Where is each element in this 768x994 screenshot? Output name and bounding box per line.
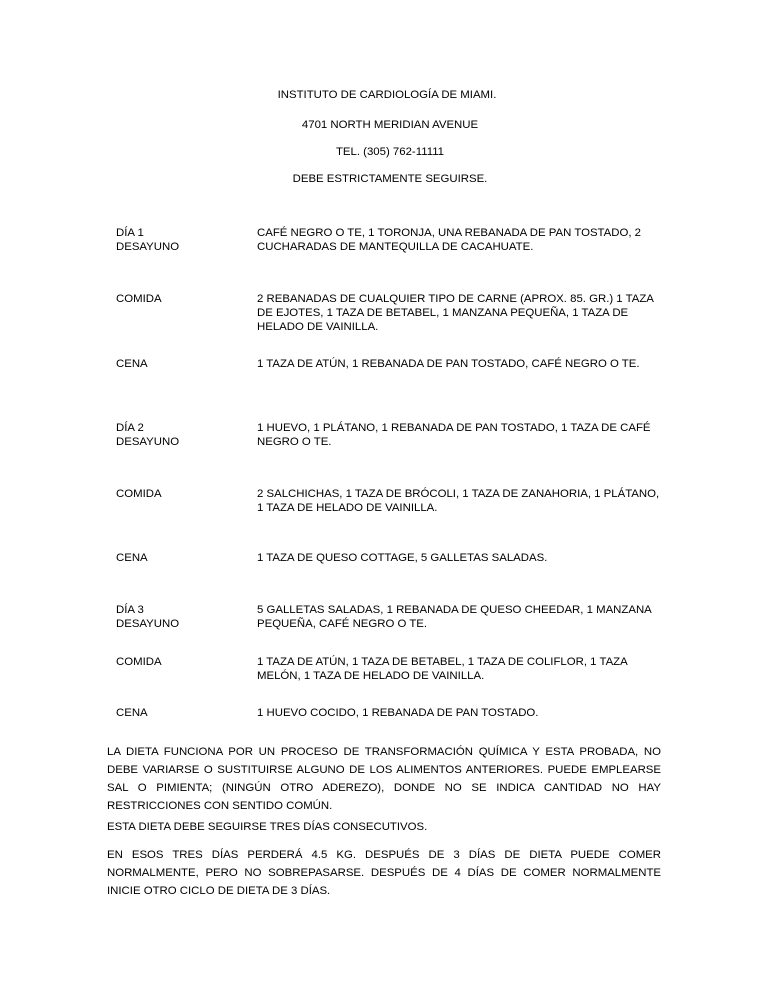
meal-description (257, 357, 662, 371)
day-label: DÍA 1 (116, 227, 144, 239)
meal-line: 1 HUEVO, 1 PLÁTANO, 1 REBANADA DE PAN TOSTADO, 1 TAZA DE CAFÉ (257, 422, 651, 434)
institute-name: INSTITUTO DE CARDIOLOGÍA DE MIAMI. (277, 89, 497, 101)
meal-label (116, 292, 246, 306)
meal-name: CENA (116, 552, 148, 564)
meal-line: PEQUEÑA, CAFÉ NEGRO O TE. (257, 618, 428, 630)
meal-line: 2 SALCHICHAS, 1 TAZA DE BRÓCOLI, 1 TAZA DE ZANAHORIA, 1 PLÁTANO, (257, 488, 660, 500)
meal-line: 5 GALLETAS SALADAS, 1 REBANADA DE QUESO CHEEDAR, 1 MANZANA (257, 604, 652, 616)
meal-label (116, 603, 246, 631)
meal-name: DESAYUNO (116, 436, 180, 448)
meal-line: 1 HUEVO COCIDO, 1 REBANADA DE PAN TOSTADO. (257, 707, 539, 719)
meal-description (257, 292, 662, 334)
meal-description (257, 421, 662, 449)
meal-line: 1 TAZA DE ATÚN, 1 REBANADA DE PAN TOSTADO, CAFÉ NEGRO O TE. (257, 358, 640, 370)
meal-label (116, 655, 246, 669)
meal-line: HELADO DE VAINILLA. (257, 321, 379, 333)
meal-line: MELÓN, 1 TAZA DE HELADO DE VAINILLA. (257, 670, 485, 682)
meal-description (257, 655, 662, 683)
note-paragraph-1: LA DIETA FUNCIONA POR UN PROCESO DE TRANSFORMACIÓN QUÍMICA Y ESTA PROBADA, NO DEBE VARIARSE O SUSTITUIRSE ALGUNO DE LOS ALIMENTOS ANTERIORES. PUEDE EMPLEARSE SAL O PIMIENTA; (NINGÚN OTRO ADEREZO), DONDE NO SE INDICA CANTIDAD NO HAY RESTRICCIONES CON SENTIDO COMÚN. (107, 746, 661, 812)
meal-line: 1 TAZA DE HELADO DE VAINILLA. (257, 502, 438, 514)
meal-line: 1 TAZA DE QUESO COTTAGE, 5 GALLETAS SALADAS. (257, 552, 548, 564)
meal-line: CUCHARADAS DE MANTEQUILLA DE CACAHUATE. (257, 241, 534, 253)
meal-name: COMIDA (116, 656, 162, 668)
meal-line: 2 REBANADAS DE CUALQUIER TIPO DE CARNE (APROX. 85. GR.) 1 TAZA (257, 293, 654, 305)
note-paragraph-2: ESTA DIETA DEBE SEGUIRSE TRES DÍAS CONSECUTIVOS. (107, 821, 428, 833)
meal-description (257, 226, 662, 254)
meal-name: COMIDA (116, 488, 162, 500)
meal-name: COMIDA (116, 293, 162, 305)
meal-label (116, 421, 246, 449)
meal-name: CENA (116, 707, 148, 719)
meal-label (116, 357, 246, 371)
meal-description (257, 603, 662, 631)
meal-line: NEGRO O TE. (257, 436, 332, 448)
meal-label (116, 226, 246, 254)
meal-description (257, 487, 662, 515)
meal-name: CENA (116, 358, 148, 370)
meal-label (116, 487, 246, 501)
institute-address: 4701 NORTH MERIDIAN AVENUE (301, 119, 479, 131)
day-label: DÍA 2 (116, 422, 144, 434)
day-label: DÍA 3 (116, 604, 144, 616)
meal-description (257, 706, 662, 720)
meal-name: DESAYUNO (116, 241, 180, 253)
institute-phone: TEL. (305) 762-11111 (335, 146, 445, 158)
meal-label (116, 551, 246, 565)
instruction-line: DEBE ESTRICTAMENTE SEGUIRSE. (292, 173, 488, 185)
meal-line: 1 TAZA DE ATÚN, 1 TAZA DE BETABEL, 1 TAZA DE COLIFLOR, 1 TAZA (257, 656, 628, 668)
meal-line: DE EJOTES, 1 TAZA DE BETABEL, 1 MANZANA PEQUEÑA, 1 TAZA DE (257, 307, 629, 319)
meal-description (257, 551, 662, 565)
meal-label (116, 706, 246, 720)
meal-name: DESAYUNO (116, 618, 180, 630)
note-paragraph-3: EN ESOS TRES DÍAS PERDERÁ 4.5 KG. DESPUÉS DE 3 DÍAS DE DIETA PUEDE COMER NORMALMENTE, PERO NO SOBREPASARSE. DESPUÉS DE 4 DÍAS DE COMER NORMALMENTE INICIE OTRO CICLO DE DIETA DE 3 DÍAS. (107, 849, 661, 897)
meal-line: CAFÉ NEGRO O TE, 1 TORONJA, UNA REBANADA DE PAN TOSTADO, 2 (257, 227, 641, 239)
